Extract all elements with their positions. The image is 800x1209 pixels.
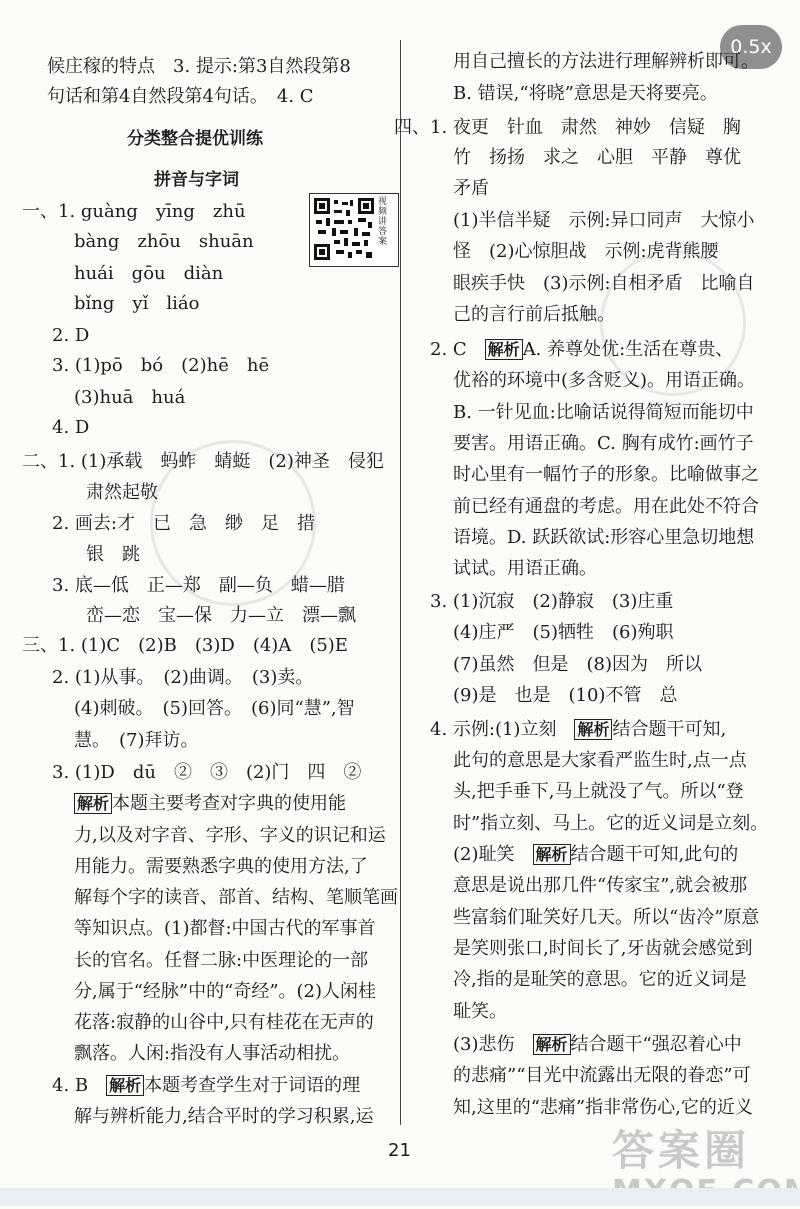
answer-choice: 4. B [52, 1075, 107, 1096]
analysis-tag: 解析 [533, 844, 571, 865]
analysis-line: 长的官名。任督二脉:中医理论的一部 [74, 950, 369, 971]
analysis-line [453, 1036, 742, 1054]
answer-line: (1)半信半疑 示例:异口同声 大惊小 [453, 210, 755, 231]
answer-line: 眼疾手快 (3)示例:自相矛盾 比喻自 [453, 273, 755, 294]
analysis-line: 飘落。人闲:指没有人事活动相扰。 [74, 1043, 351, 1064]
text-line: 候庄稼的特点 3. 提示:第3自然段第8 [47, 56, 351, 77]
answer-line: 3. (1)沉寂 (2)静寂 (3)庄重 [430, 591, 674, 612]
qr-code-icon [314, 198, 374, 260]
answer-choice: 2. C [430, 339, 485, 360]
qr-code[interactable] [309, 193, 399, 267]
answer-line: 慧。 (7)拜访。 [74, 730, 199, 751]
analysis-line: 此句的意思是大家看严监生时,点一点 [453, 750, 747, 771]
text-line: 句话和第4自然段第4句话。 4. C [47, 86, 314, 107]
pinyin-line: bàng zhōu shuān [74, 231, 254, 252]
pinyin-line: 一、1. guàng yīng zhū [22, 201, 246, 222]
column-divider [400, 40, 401, 1125]
answer-line: (7)虽然 但是 (8)因为 所以 [453, 654, 702, 675]
analysis-line [52, 1077, 360, 1095]
answer-line: 二、1. (1)承载 蚂蚱 蜻蜓 (2)神圣 侵犯 [22, 451, 384, 472]
pinyin-line: huái gōu diàn [74, 263, 224, 284]
analysis-line: 时”指立刻、马上。它的近义词是立刻。 [453, 813, 769, 834]
analysis-line: 的悲痛”“目光中流露出无限的眷恋”可 [453, 1065, 751, 1086]
answer-line: 怪 (2)心惊胆战 示例:虎背熊腰 [453, 241, 719, 262]
analysis-tag: 解析 [533, 1034, 571, 1055]
analysis-line: 花落:寂静的山谷中,只有桂花在无声的 [74, 1012, 374, 1033]
analysis-line: 用能力。需要熟悉字典的使用方法,了 [74, 856, 368, 877]
page-number: 21 [388, 1140, 411, 1161]
analysis-line: 力,以及对字音、字形、字义的识记和运 [74, 825, 386, 846]
analysis-line [74, 795, 346, 813]
analysis-line: 些富翁们耻笑好几天。所以“齿冷”原意 [453, 907, 760, 928]
answer-line: 三、1. (1)C (2)B (3)D (4)A (5)E [22, 635, 348, 656]
text-line: B. 错误,“将晓”意思是天将要亮。 [453, 83, 718, 104]
answer-line: (3)huā huá [74, 387, 186, 408]
subsection-title: 拼音与字词 [154, 170, 239, 190]
analysis-line: 知,这里的“悲痛”指非常伤心,它的近义 [453, 1097, 753, 1118]
answer-line: 矛盾 [453, 178, 489, 199]
answer-line: 2. (1)从事。 (2)曲调。 (3)卖。 [52, 667, 314, 688]
answer-line: 竹 扬扬 求之 心胆 平静 尊优 [453, 147, 741, 168]
answer-line: 4. D [52, 417, 90, 438]
answer-line: 2. D [52, 325, 90, 346]
analysis-text: A. 养尊处优:生活在尊贵、 [522, 339, 734, 360]
answer-line: (4)刺破。 (5)回答。 (6)同“慧”,智 [74, 698, 355, 719]
analysis-line: 解与辨析能力,结合平时的学习积累,运 [74, 1106, 374, 1127]
answer-line: (9)是 也是 (10)不管 总 [453, 685, 678, 706]
analysis-line: 前已经有通盘的考虑。用在此处不符合 [453, 496, 759, 517]
answer-line: 己的言行前后抵触。 [453, 304, 615, 325]
section-title: 分类整合提优训练 [127, 129, 263, 149]
analysis-line: 冷,指的是耻笑的意思。它的近义词是 [453, 969, 747, 990]
watermark-line1: 答案圈 [612, 1126, 751, 1175]
analysis-line [430, 341, 733, 359]
analysis-line: 时心里有一幅竹子的形象。比喻做事之 [453, 464, 759, 485]
answer-line: 2. 画去:才 已 急 缈 足 措 [52, 513, 315, 534]
zoom-badge[interactable]: 0.5x [720, 25, 782, 69]
analysis-text: 结合题干可知,此句的 [570, 844, 739, 865]
answer-line: 3. 底—低 正—郑 副—负 蜡—腊 [52, 575, 345, 596]
analysis-tag: 解析 [574, 719, 612, 740]
analysis-line [430, 721, 726, 739]
answer-choice: 4. 示例:(1)立刻 [430, 719, 575, 740]
analysis-text: 本题考查学生对于词语的理 [144, 1075, 361, 1096]
analysis-line [453, 846, 738, 864]
analysis-line: 等知识点。(1)都督:中国古代的军事首 [74, 918, 376, 939]
answer-line: 3. (1)D dū ② ③ (2)门 四 ② [52, 762, 362, 783]
analysis-line: B. 一针见血:比喻话说得简短而能切中 [453, 402, 754, 423]
analysis-line: 耻笑。 [453, 1001, 507, 1022]
analysis-line: 优裕的环境中(多含贬义)。用语正确。 [453, 370, 756, 391]
analysis-line: 分,属于“经脉”中的“奇经”。(2)人闲桂 [74, 981, 377, 1002]
answer-line: (4)庄严 (5)牺牲 (6)殉职 [453, 622, 674, 643]
analysis-line: 头,把手垂下,马上就没了气。所以“登 [453, 781, 744, 802]
qr-label: 视频讲答案 [378, 197, 388, 247]
analysis-text: 结合题干“强忍着心中 [570, 1034, 742, 1055]
answer-line: 四、1. 夜更 针血 肃然 神妙 信疑 胸 [394, 117, 741, 138]
analysis-line: 语境。D. 跃跃欲试:形容心里急切地想 [453, 527, 755, 548]
answer-line: 峦—恋 宝—保 力—立 漂—飘 [86, 605, 356, 626]
analysis-tag: 解析 [74, 793, 112, 814]
analysis-line: 意思是说出那几件“传家宝”,就会被那 [453, 875, 748, 896]
analysis-line: 试试。用语正确。 [453, 558, 597, 579]
answer-word: (3)悲伤 [453, 1034, 533, 1055]
bottom-band [0, 1188, 800, 1206]
pinyin-line: bǐng yǐ liáo [74, 293, 200, 314]
analysis-line: 解每个字的读音、部首、结构、笔顺笔画 [74, 887, 398, 908]
answer-word: (2)耻笑 [453, 844, 533, 865]
analysis-tag: 解析 [485, 339, 523, 360]
answer-line: 肃然起敬 [86, 482, 158, 503]
analysis-tag: 解析 [106, 1075, 144, 1096]
text-line: 用自己擅长的方法进行理解辨析即可。 [453, 51, 759, 72]
answer-line: 3. (1)pō bó (2)hē hē [52, 355, 270, 376]
answer-line: 银 跳 [86, 544, 140, 565]
analysis-text: 本题主要考查对字典的使用能 [112, 793, 347, 814]
analysis-line: 是笑则张口,时间长了,牙齿就会感觉到 [453, 938, 753, 959]
analysis-text: 结合题干可知, [612, 719, 727, 740]
analysis-line: 要害。用语正确。C. 胸有成竹:画竹子 [453, 433, 754, 454]
